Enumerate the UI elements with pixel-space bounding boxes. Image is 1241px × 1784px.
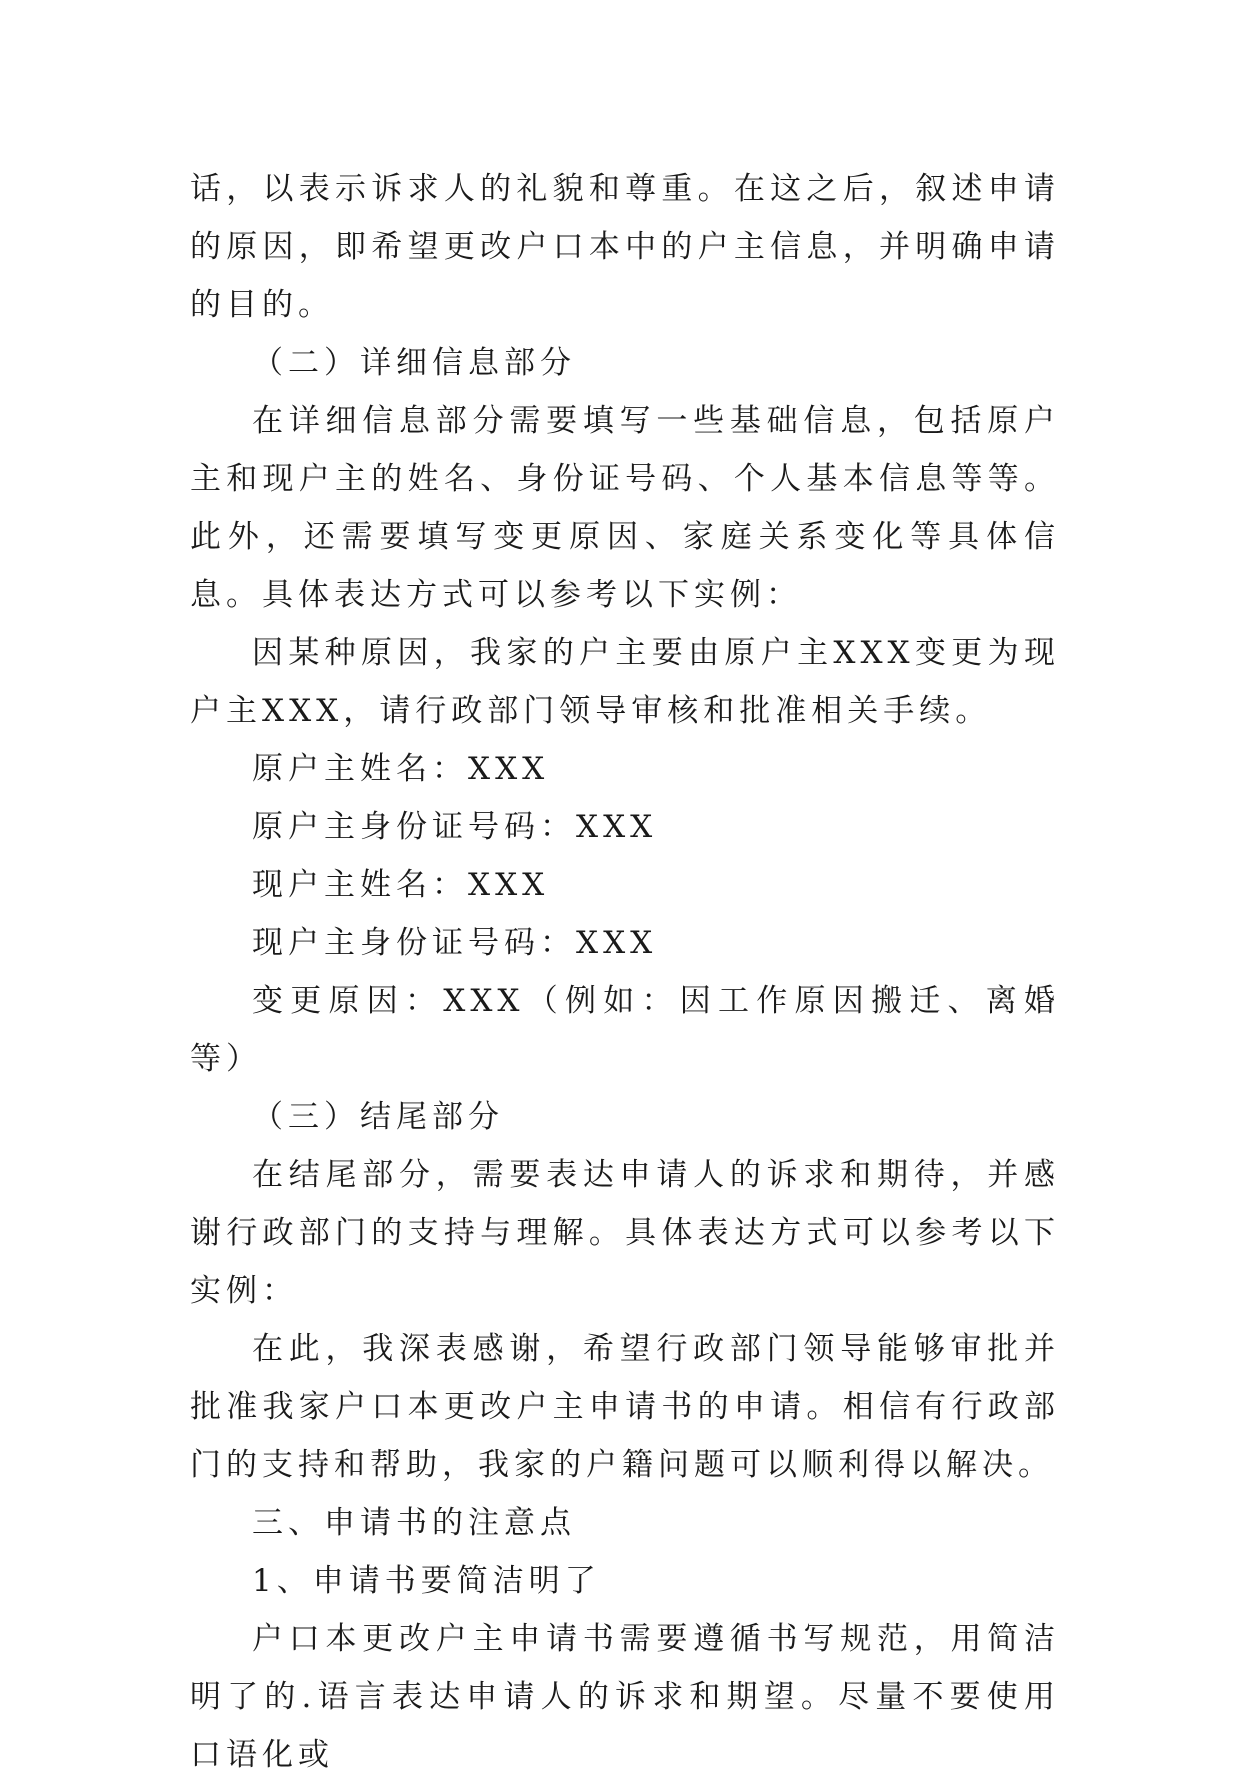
field-change-reason: 变更原因：XXX（例如：因工作原因搬迁、离婚等） bbox=[190, 983, 1060, 1077]
section-heading-notes: 三、申请书的注意点 bbox=[252, 1505, 576, 1541]
paragraph-closing-intro: 在结尾部分，需要表达申请人的诉求和期待，并感谢行政部门的支持与理解。具体表达方式可以参考以下实例： bbox=[190, 1157, 1060, 1309]
paragraph-details-example: 因某种原因，我家的户主要由原户主XXX变更为现户主XXX，请行政部门领导审核和批准相关手续。 bbox=[190, 635, 1060, 729]
paragraph-note-1: 户口本更改户主申请书需要遵循书写规范，用简洁明了的.语言表达申请人的诉求和期望。尽量不要使用口语化或 bbox=[190, 1621, 1060, 1773]
field-current-head-id: 现户主身份证号码：XXX bbox=[252, 925, 658, 961]
paragraph-closing-example: 在此，我深表感谢，希望行政部门领导能够审批并批准我家户口本更改户主申请书的申请。相信有行政部门的支持和帮助，我家的户籍问题可以顺利得以解决。 bbox=[190, 1331, 1060, 1483]
section-heading-closing: （三）结尾部分 bbox=[252, 1099, 504, 1135]
field-current-head-name: 现户主姓名：XXX bbox=[252, 867, 550, 903]
field-original-head-id: 原户主身份证号码：XXX bbox=[252, 809, 658, 845]
paragraph-details-intro: 在详细信息部分需要填写一些基础信息，包括原户主和现户主的姓名、身份证号码、个人基本信息等等。此外，还需要填写变更原因、家庭关系变化等具体信息。具体表达方式可以参考以下实例： bbox=[190, 403, 1060, 613]
note-heading-1: 1、申请书要简洁明了 bbox=[252, 1563, 601, 1599]
field-original-head-name: 原户主姓名：XXX bbox=[252, 751, 550, 787]
paragraph-1: 话，以表示诉求人的礼貌和尊重。在这之后，叙述申请的原因，即希望更改户口本中的户主信息，并明确申请的目的。 bbox=[190, 171, 1060, 323]
section-heading-details: （二）详细信息部分 bbox=[252, 345, 576, 381]
document-body bbox=[190, 160, 1060, 1784]
